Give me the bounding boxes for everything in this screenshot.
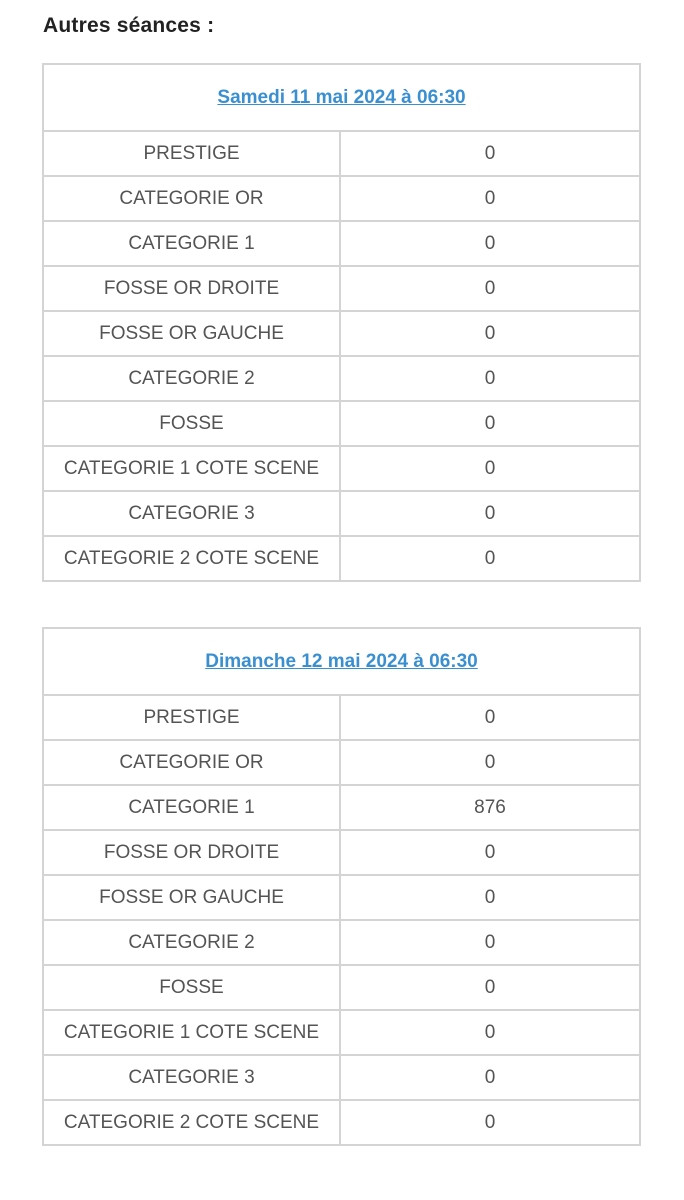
quantity-cell: 0 (340, 875, 640, 920)
category-cell: FOSSE OR GAUCHE (43, 311, 340, 356)
category-cell: CATEGORIE 1 (43, 221, 340, 266)
table-row (43, 176, 640, 221)
category-cell: CATEGORIE 2 COTE SCENE (43, 1100, 340, 1145)
quantity-cell: 0 (340, 920, 640, 965)
quantity-cell: 0 (340, 266, 640, 311)
category-cell: FOSSE (43, 401, 340, 446)
category-cell: FOSSE OR DROITE (43, 830, 340, 875)
quantity-cell: 0 (340, 536, 640, 581)
table-row (43, 446, 640, 491)
quantity-cell: 0 (340, 311, 640, 356)
table-row (43, 131, 640, 176)
table-row (43, 965, 640, 1010)
quantity-cell: 0 (340, 491, 640, 536)
table-row (43, 695, 640, 740)
quantity-cell: 0 (340, 401, 640, 446)
quantity-cell: 0 (340, 1010, 640, 1055)
category-cell: CATEGORIE 3 (43, 491, 340, 536)
table-row (43, 785, 640, 830)
table-row (43, 266, 640, 311)
table-row (43, 1055, 640, 1100)
quantity-cell: 0 (340, 1055, 640, 1100)
quantity-cell: 0 (340, 1100, 640, 1145)
category-cell: CATEGORIE 1 (43, 785, 340, 830)
session-date-link[interactable]: Dimanche 12 mai 2024 à 06:30 (205, 650, 478, 672)
session-header-row (43, 64, 640, 131)
quantity-cell: 0 (340, 446, 640, 491)
category-cell: FOSSE (43, 965, 340, 1010)
quantity-cell: 0 (340, 176, 640, 221)
quantity-cell: 0 (340, 221, 640, 266)
category-cell: CATEGORIE 1 COTE SCENE (43, 1010, 340, 1055)
quantity-cell: 0 (340, 965, 640, 1010)
category-cell: CATEGORIE 2 (43, 356, 340, 401)
category-cell: CATEGORIE 3 (43, 1055, 340, 1100)
category-cell: CATEGORIE 2 (43, 920, 340, 965)
quantity-cell: 876 (340, 785, 640, 830)
table-row (43, 740, 640, 785)
table-row (43, 221, 640, 266)
table-row (43, 830, 640, 875)
quantity-cell: 0 (340, 740, 640, 785)
category-cell: CATEGORIE 1 COTE SCENE (43, 446, 340, 491)
quantity-cell: 0 (340, 830, 640, 875)
table-row (43, 920, 640, 965)
category-cell: PRESTIGE (43, 131, 340, 176)
category-cell: CATEGORIE 2 COTE SCENE (43, 536, 340, 581)
table-row (43, 536, 640, 581)
table-row (43, 491, 640, 536)
category-cell: FOSSE OR DROITE (43, 266, 340, 311)
quantity-cell: 0 (340, 356, 640, 401)
category-cell: PRESTIGE (43, 695, 340, 740)
table-row (43, 311, 640, 356)
session-header-row (43, 628, 640, 695)
quantity-cell: 0 (340, 695, 640, 740)
quantity-cell: 0 (340, 131, 640, 176)
session-header-cell (43, 628, 640, 695)
table-row (43, 875, 640, 920)
session-table (42, 627, 641, 1146)
category-cell: CATEGORIE OR (43, 740, 340, 785)
category-cell: FOSSE OR GAUCHE (43, 875, 340, 920)
table-row (43, 1010, 640, 1055)
session-table (42, 63, 641, 582)
page-heading: Autres séances : (43, 14, 215, 37)
session-date-link[interactable]: Samedi 11 mai 2024 à 06:30 (217, 86, 466, 108)
table-row (43, 401, 640, 446)
table-row (43, 356, 640, 401)
session-header-cell (43, 64, 640, 131)
table-row (43, 1100, 640, 1145)
category-cell: CATEGORIE OR (43, 176, 340, 221)
